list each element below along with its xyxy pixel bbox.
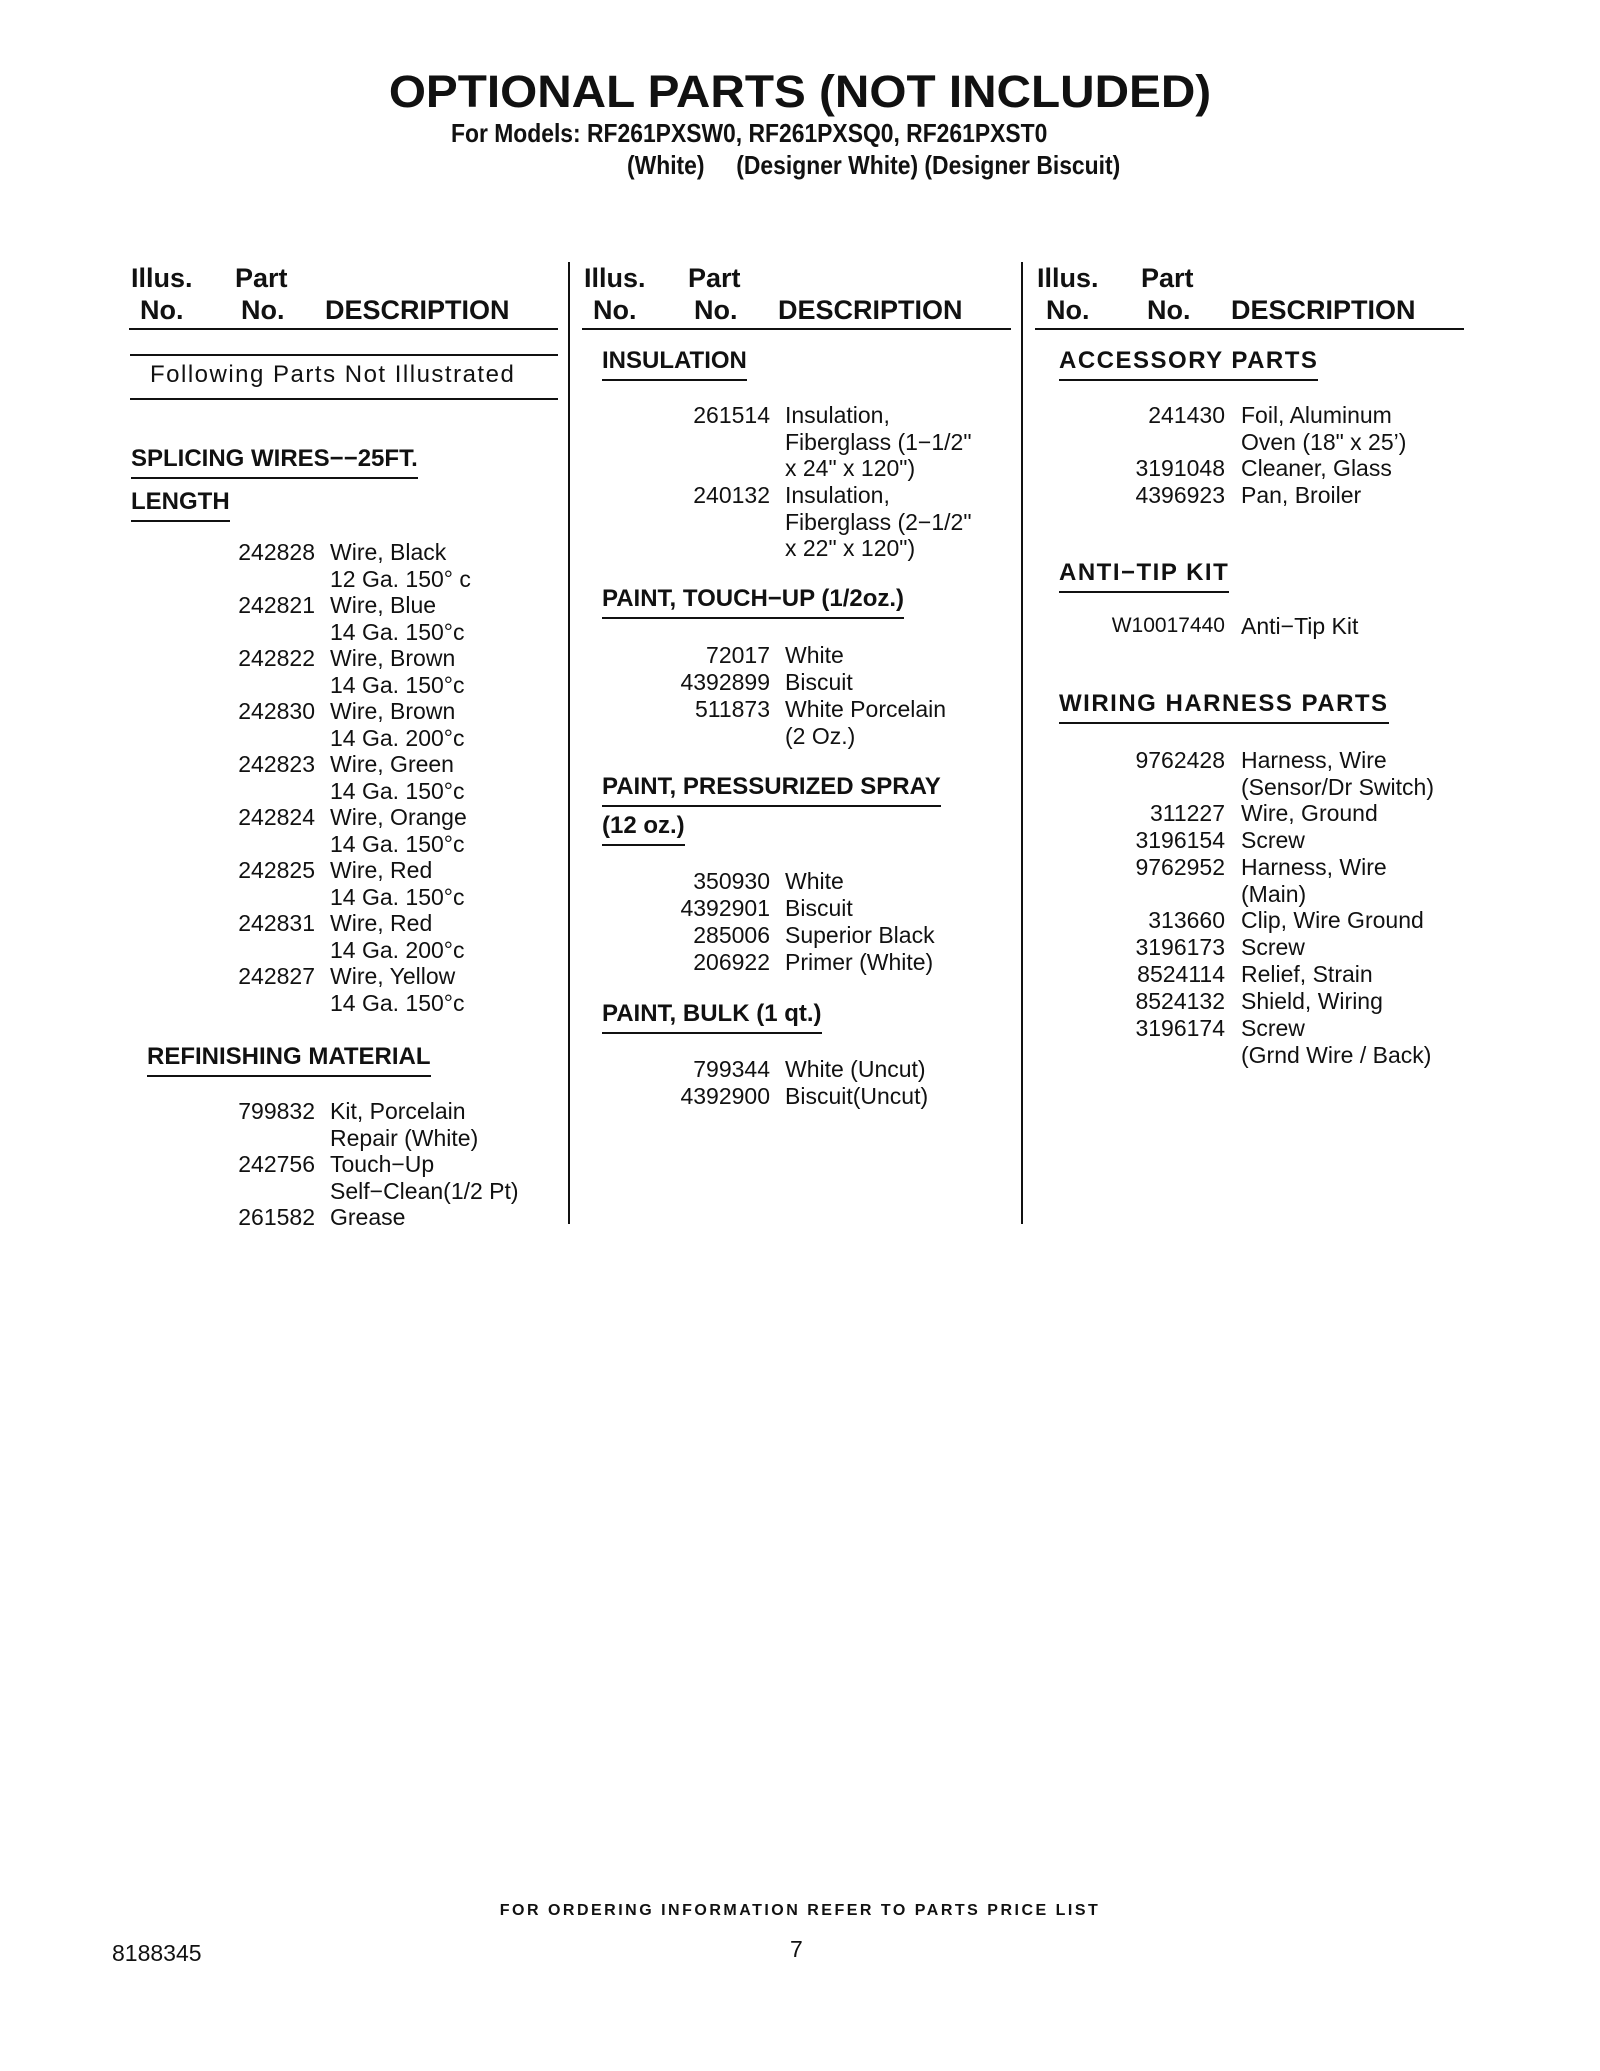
section-title-paint-touch-up: PAINT, TOUCH−UP (1/2oz.) [602,584,904,619]
section-title-splicing-wires-length: LENGTH [131,487,230,522]
part-description-line2: (2 Oz.) [785,722,856,749]
part-header: Part [688,263,741,293]
part-number: 799344 [693,1056,770,1082]
header-rule [129,328,558,330]
part-description: Insulation, [785,482,890,508]
part-description: White [785,642,844,668]
section-title-paint-pressurized-spray-size: (12 oz.) [602,811,685,846]
column-divider [1021,262,1023,1224]
part-number: 242830 [238,698,315,724]
part-number: 242824 [238,804,315,830]
part-no-header: No. [694,295,738,325]
part-description: Wire, Red [330,857,433,883]
part-header: Part [235,263,288,293]
part-number: 4392901 [680,895,770,921]
part-number: 4396923 [1135,482,1225,508]
part-description: Harness, Wire [1241,854,1387,880]
part-no-header: No. [1147,295,1191,325]
colors-line: (White) (Designer White) (Designer Biscuit) [627,150,1121,180]
section-title-accessory-parts: ACCESSORY PARTS [1059,346,1318,381]
part-description: Foil, Aluminum [1241,402,1392,428]
part-description: White [785,868,844,894]
part-number: 3196174 [1135,1015,1225,1041]
header-rule [582,328,1011,330]
part-number: 242821 [238,592,315,618]
part-description: Clip, Wire Ground [1241,907,1424,933]
description-header: DESCRIPTION [1231,295,1416,325]
part-description-line2: 14 Ga. 200°c [330,936,465,963]
part-description: Wire, Green [330,751,454,777]
part-number: 285006 [693,922,770,948]
part-description: Wire, Orange [330,804,467,830]
part-description: Screw [1241,1015,1305,1041]
part-number: 4392900 [680,1083,770,1109]
part-number: 242828 [238,539,315,565]
part-description: Biscuit [785,669,853,695]
illus-header: Illus. [1037,263,1099,293]
part-description: Biscuit(Uncut) [785,1083,929,1109]
part-description: Insulation, [785,402,890,428]
part-number: 8524114 [1137,961,1225,987]
part-number: 242827 [238,963,315,989]
part-description-line2: Repair (White) [330,1124,479,1151]
part-number: 799832 [238,1098,315,1124]
part-description: Primer (White) [785,949,934,975]
part-number: 72017 [706,642,770,668]
part-number: 242831 [238,910,315,936]
part-description: Screw [1241,934,1305,960]
part-number: 242823 [238,751,315,777]
part-description: Wire, Blue [330,592,437,618]
part-number: 242825 [238,857,315,883]
part-description: Anti−Tip Kit [1241,613,1359,639]
illus-header: Illus. [131,263,193,293]
part-description-line3: x 24" x 120") [785,455,916,482]
part-description-line2: (Grnd Wire / Back) [1241,1041,1432,1068]
part-description: Cleaner, Glass [1241,455,1392,481]
section-title-refinishing-material: REFINISHING MATERIAL [147,1042,431,1077]
part-number: 3191048 [1135,455,1225,481]
part-number: 9762428 [1135,747,1225,773]
note-rule-bottom [130,398,558,400]
part-number: 3196173 [1135,934,1225,960]
part-description: Wire, Red [330,910,433,936]
illus-no-header: No. [593,295,637,325]
part-description: Touch−Up [330,1151,435,1177]
part-description-line2: (Main) [1241,880,1307,907]
part-description-line2: Oven (18" x 25’) [1241,428,1407,455]
part-number: 511873 [694,696,770,722]
section-title-splicing-wires: SPLICING WIRES−−25FT. [131,444,418,479]
description-header: DESCRIPTION [325,295,510,325]
header-rule [1035,328,1464,330]
part-number: 3196154 [1135,827,1225,853]
part-description: Relief, Strain [1241,961,1373,987]
illus-no-header: No. [140,295,184,325]
part-description: White (Uncut) [785,1056,926,1082]
part-number: 242756 [238,1151,315,1177]
part-number: 242822 [238,645,315,671]
document-number: 8188345 [112,1940,202,1966]
part-description: Biscuit [785,895,853,921]
part-description: White Porcelain [785,696,947,722]
part-description: Grease [330,1204,406,1230]
part-description: Wire, Brown [330,645,456,671]
part-description: Wire, Brown [330,698,456,724]
part-description-line2: 14 Ga. 150°c [330,618,465,645]
part-description-line2: Self−Clean(1/2 Pt) [330,1177,519,1204]
part-description: Harness, Wire [1241,747,1387,773]
part-description-line2: 14 Ga. 150°c [330,830,465,857]
description-header: DESCRIPTION [778,295,963,325]
ordering-info-footer: FOR ORDERING INFORMATION REFER TO PARTS PRICE LIST [499,1902,1101,1919]
part-no-header: No. [241,295,285,325]
section-title-insulation: INSULATION [602,346,747,381]
part-number: 311227 [1149,800,1225,826]
part-number: 241430 [1148,402,1225,428]
part-description: Wire, Black [330,539,447,565]
illus-header: Illus. [584,263,646,293]
section-title-anti-tip-kit: ANTI−TIP KIT [1059,558,1229,593]
part-description: Wire, Yellow [330,963,456,989]
note-rule-top [130,354,558,356]
page-title: OPTIONAL PARTS (NOT INCLUDED) [388,66,1212,117]
section-title-wiring-harness-parts: WIRING HARNESS PARTS [1059,689,1389,724]
part-description-line2: 14 Ga. 150°c [330,989,465,1016]
part-description-line2: 14 Ga. 150°c [330,777,465,804]
part-number: 8524132 [1135,988,1225,1014]
section-title-paint-bulk: PAINT, BULK (1 qt.) [602,999,822,1034]
part-description: Superior Black [785,922,935,948]
page-number: 7 [790,1936,803,1962]
part-description-line2: 14 Ga. 150°c [330,671,465,698]
part-description: Screw [1241,827,1305,853]
part-number: 4392899 [680,669,770,695]
part-description-line2: Fiberglass (2−1/2" [785,508,972,535]
part-description-line2: 12 Ga. 150° c [330,565,471,592]
section-title-paint-pressurized-spray: PAINT, PRESSURIZED SPRAY [602,772,941,807]
column-divider [568,262,570,1224]
part-header: Part [1141,263,1194,293]
part-number: 261582 [238,1204,315,1230]
part-description: Kit, Porcelain [330,1098,466,1124]
part-description-line2: 14 Ga. 200°c [330,724,465,751]
part-number: 350930 [693,868,770,894]
part-description-line2: 14 Ga. 150°c [330,883,465,910]
part-number: 313660 [1148,907,1225,933]
part-description-line3: x 22" x 120") [785,535,916,562]
part-description-line2: (Sensor/Dr Switch) [1241,773,1434,800]
models-line: For Models: RF261PXSW0, RF261PXSQ0, RF261PXST0 [451,118,1048,148]
part-description-line2: Fiberglass (1−1/2" [785,428,972,455]
part-number: 9762952 [1135,854,1225,880]
not-illustrated-note: Following Parts Not Illustrated [150,361,516,388]
illus-no-header: No. [1046,295,1090,325]
part-description: Wire, Ground [1241,800,1378,826]
part-number: 261514 [693,402,770,428]
part-number: W10017440 [1111,614,1225,637]
part-number: 206922 [693,949,770,975]
part-number: 240132 [693,482,770,508]
part-description: Pan, Broiler [1241,482,1362,508]
part-description: Shield, Wiring [1241,988,1383,1014]
